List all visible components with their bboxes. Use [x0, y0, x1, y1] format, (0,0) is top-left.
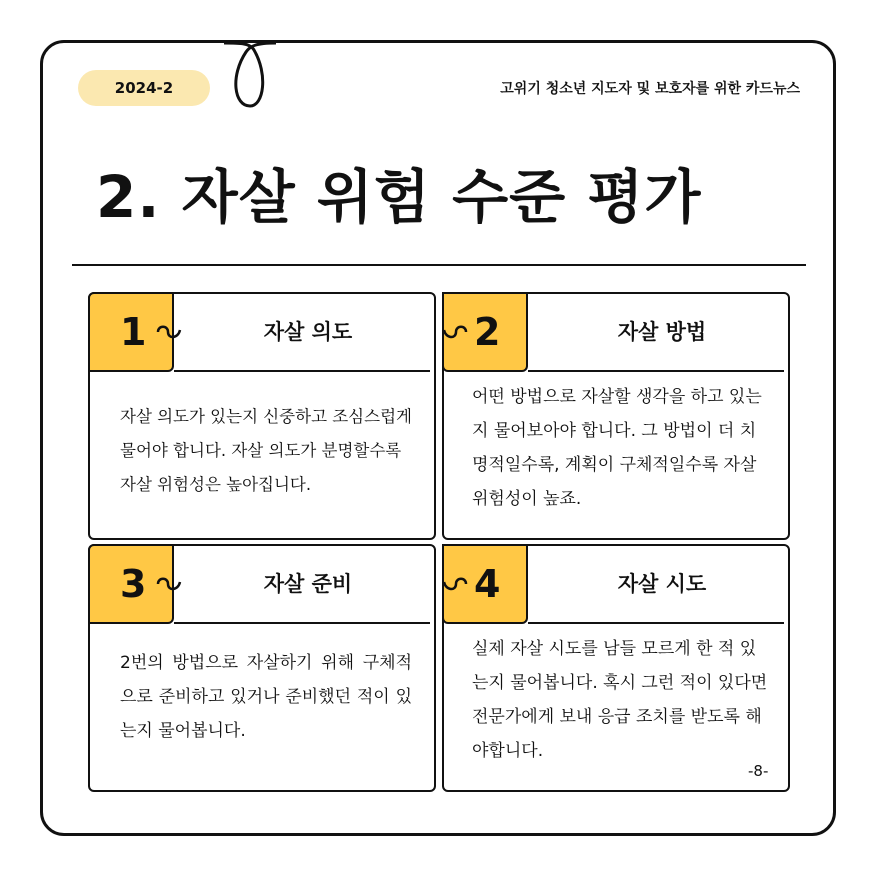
page-title: 2. 자살 위험 수준 평가: [96, 163, 702, 231]
card-heading: 자살 방법: [617, 320, 707, 344]
card-suicide-method: [442, 292, 790, 540]
hook-icon: [156, 574, 182, 594]
card-suicide-preparation: [88, 544, 436, 792]
card-body: 2번의 방법으로 자살하기 위해 구체적으로 준비하고 있거나 준비했던 적이 있는지 물어봅니다.: [120, 653, 412, 741]
card-body: 자살 의도가 있는지 신중하고 조심스럽게 물어야 합니다. 자살 의도가 분명할수록 자살 위험성은 높아집니다.: [120, 407, 412, 494]
title-divider: [72, 264, 806, 266]
loop-decoration-icon: [220, 36, 280, 116]
card-suicide-intent: [88, 292, 436, 540]
card-body: 어떤 방법으로 자살할 생각을 하고 있는지 물어보아야 합니다. 그 방법이 더 치명적일수록, 계획이 구체적일수록 자살 위험성이 높죠.: [472, 387, 762, 509]
hook-icon: [156, 322, 182, 342]
header-subtitle: 고위기 청소년 지도자 및 보호자를 위한 카드뉴스: [500, 81, 800, 97]
card-number: 3: [120, 562, 147, 606]
hook-icon: [442, 574, 468, 594]
heading-underline: [528, 370, 784, 372]
card-number: 1: [120, 310, 147, 354]
card-number: 2: [474, 310, 501, 354]
hook-icon: [442, 322, 468, 342]
card-heading: 자살 시도: [617, 572, 707, 596]
page-number: -8-: [748, 762, 769, 780]
card-number: 4: [474, 562, 501, 606]
card-suicide-attempt: [442, 544, 790, 792]
heading-underline: [174, 370, 430, 372]
heading-underline: [174, 622, 430, 624]
issue-badge: 2024-2: [78, 70, 210, 106]
card-heading: 자살 의도: [263, 320, 353, 344]
card-body: 실제 자살 시도를 남들 모르게 한 적 있는지 물어봅니다. 혹시 그런 적이 있다면 전문가에게 보내 응급 조치를 받도록 해야합니다.: [472, 639, 768, 761]
card-heading: 자살 준비: [263, 572, 353, 596]
heading-underline: [528, 622, 784, 624]
